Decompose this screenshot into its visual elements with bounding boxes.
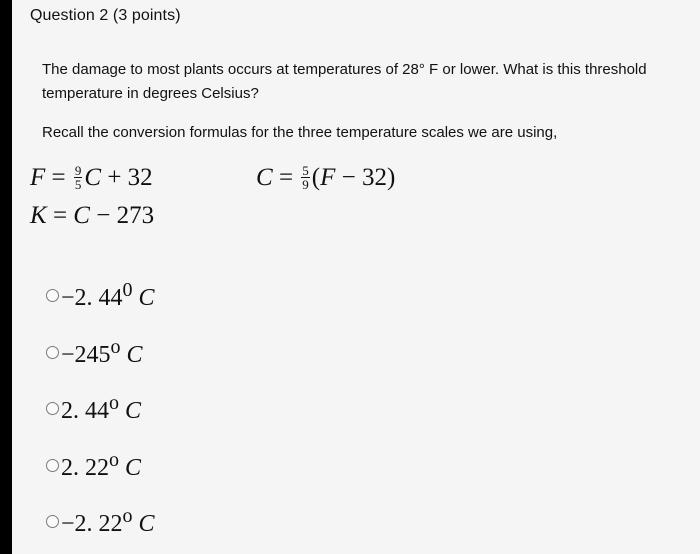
fraction <box>74 164 83 191</box>
degree-mark: o <box>109 448 119 471</box>
formula-rest: + 32 <box>107 164 153 191</box>
answer-value: −2. 22 <box>61 510 123 537</box>
answer-unit: C <box>126 341 143 368</box>
answer-option-4[interactable] <box>46 450 141 480</box>
answer-option-label <box>61 505 155 538</box>
formula-var: C <box>73 202 90 229</box>
degree-mark: o <box>122 504 133 527</box>
fraction-denominator: 9 <box>302 176 309 192</box>
fraction <box>301 164 310 191</box>
answer-option-3[interactable] <box>46 393 141 423</box>
formula-eq: = <box>52 202 68 229</box>
answer-option-label <box>61 279 155 312</box>
fraction-denominator: 5 <box>74 176 82 192</box>
answer-value: 2. 44 <box>61 397 109 424</box>
radio-button[interactable] <box>46 289 59 302</box>
question-text: The damage to most plants occurs at temperatures of 28° F or lower. What is this threshold temperature in degrees Celsius? <box>42 61 647 102</box>
formula-open-paren: ( <box>311 164 321 191</box>
fraction-numerator: 5 <box>302 162 309 178</box>
formula-rest: − 32) <box>341 164 396 191</box>
radio-button[interactable] <box>46 402 59 415</box>
answer-value: −245 <box>61 341 111 368</box>
degree-mark: 0 <box>122 278 133 301</box>
formula-f-to-c <box>30 164 153 193</box>
fraction-numerator: 9 <box>74 162 82 178</box>
answer-unit: C <box>138 510 155 537</box>
radio-button[interactable] <box>46 459 59 472</box>
answer-option-label <box>61 449 141 482</box>
formula-eq: = <box>278 164 294 191</box>
question-title: Question 2 (3 points) <box>30 7 181 24</box>
radio-button[interactable] <box>46 515 59 528</box>
answer-unit: C <box>125 397 142 424</box>
answer-option-label <box>61 336 143 369</box>
formula-eq: = <box>51 164 66 191</box>
answer-unit: C <box>125 454 142 481</box>
answer-option-1[interactable] <box>46 280 155 310</box>
answer-option-2[interactable] <box>46 337 143 367</box>
formula-kelvin <box>30 202 154 230</box>
formula-c-from-f <box>256 164 395 193</box>
answer-option-5[interactable] <box>46 506 155 536</box>
answer-unit: C <box>138 284 155 311</box>
answer-option-label <box>61 392 141 425</box>
formula-lhs: F <box>30 164 46 191</box>
question-card <box>12 0 700 554</box>
recall-text: Recall the conversion formulas for the three temperature scales we are using, <box>42 124 558 141</box>
degree-mark: o <box>110 335 121 358</box>
radio-button[interactable] <box>46 346 59 359</box>
degree-mark: o <box>109 391 119 414</box>
answer-value: 2. 22 <box>61 454 109 481</box>
formula-rest: − 273 <box>96 202 155 229</box>
formula-lhs: C <box>256 164 273 191</box>
formula-lhs: K <box>30 202 47 229</box>
answer-value: −2. 44 <box>61 284 123 311</box>
formula-var: F <box>320 164 336 191</box>
formula-var: C <box>84 164 102 191</box>
